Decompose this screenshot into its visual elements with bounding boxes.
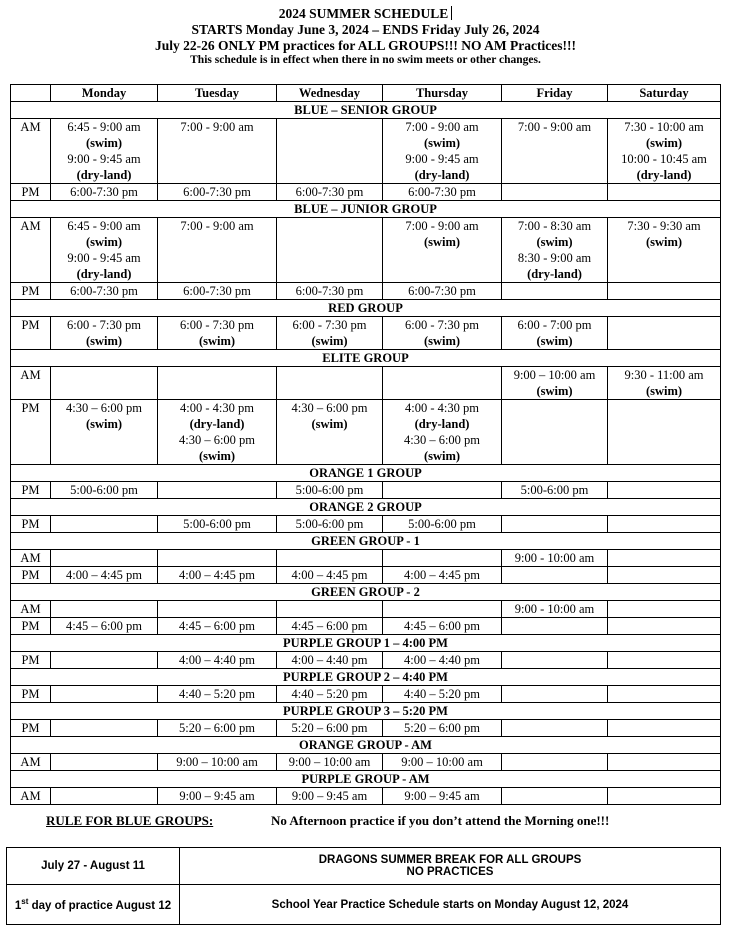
text-cursor xyxy=(451,6,452,20)
practice-time: 6:00-7:30 pm xyxy=(295,284,364,298)
schedule-cell xyxy=(608,788,721,805)
schedule-cell xyxy=(608,317,721,350)
schedule-row xyxy=(11,652,721,669)
schedule-cell xyxy=(608,367,721,400)
schedule-cell xyxy=(608,601,721,618)
practice-time: 4:00 - 4:30 pm xyxy=(405,401,479,415)
practice-time: 4:30 – 6:00 pm xyxy=(291,401,368,415)
practice-time: 6:00-7:30 pm xyxy=(408,284,476,298)
break-line-2: NO PRACTICES xyxy=(406,866,494,878)
activity-type: (dry-land) xyxy=(76,267,132,281)
schedule-cell xyxy=(51,754,158,771)
activity-type: (swim) xyxy=(85,417,123,431)
schedule-cell xyxy=(51,317,158,350)
practice-time: 7:00 - 9:00 am xyxy=(405,219,479,233)
schedule-cell xyxy=(158,119,277,184)
time-slot-label: AM xyxy=(11,218,51,283)
practice-time: 9:00 - 9:45 am xyxy=(67,251,141,265)
schedule-cell xyxy=(383,184,502,201)
schedule-cell xyxy=(383,516,502,533)
schedule-cell xyxy=(277,400,383,465)
practice-time: 7:30 - 9:30 am xyxy=(627,219,701,233)
schedule-cell xyxy=(51,550,158,567)
schedule-cell xyxy=(51,618,158,635)
schedule-cell xyxy=(158,367,277,400)
schedule-cell xyxy=(51,218,158,283)
group-header-row xyxy=(11,350,721,367)
ordinal-suffix: st xyxy=(21,897,29,907)
schedule-cell xyxy=(502,618,608,635)
practice-time: 4:30 – 6:00 pm xyxy=(65,401,143,415)
schedule-cell xyxy=(502,184,608,201)
day-header-row xyxy=(11,85,721,102)
schedule-cell xyxy=(277,601,383,618)
schedule-cell xyxy=(608,283,721,300)
schedule-cell xyxy=(502,601,608,618)
schedule-cell xyxy=(277,317,383,350)
schedule-cell xyxy=(158,720,277,737)
activity-type: (swim) xyxy=(311,417,348,431)
schedule-cell xyxy=(277,218,383,283)
schedule-cell xyxy=(608,720,721,737)
practice-time: 9:00 - 9:45 am xyxy=(67,152,141,166)
schedule-cell xyxy=(383,283,502,300)
schedule-row xyxy=(11,218,721,283)
group-name: ORANGE GROUP - AM xyxy=(11,737,721,754)
practice-time: 9:30 - 11:00 am xyxy=(624,368,704,382)
schedule-cell xyxy=(383,550,502,567)
schedule-cell xyxy=(608,618,721,635)
practice-time: 6:00-7:30 pm xyxy=(183,284,251,298)
group-header-row xyxy=(11,635,721,652)
schedule-cell xyxy=(502,788,608,805)
practice-time: 6:00-7:30 pm xyxy=(408,185,476,199)
schedule-row xyxy=(11,367,721,400)
schedule-row xyxy=(11,400,721,465)
schedule-table xyxy=(10,84,721,805)
rule-label: RULE FOR BLUE GROUPS: xyxy=(46,813,214,828)
practice-time: 4:00 – 4:45 pm xyxy=(65,568,143,582)
group-header-row xyxy=(11,669,721,686)
schedule-cell xyxy=(383,601,502,618)
practice-time: 4:30 – 6:00 pm xyxy=(403,433,481,447)
schedule-cell xyxy=(158,686,277,703)
schedule-cell xyxy=(383,119,502,184)
schedule-cell xyxy=(502,482,608,499)
schedule-cell xyxy=(51,516,158,533)
practice-time: 5:20 – 6:00 pm xyxy=(178,721,256,735)
schedule-row xyxy=(11,283,721,300)
practice-time: 5:00-6:00 pm xyxy=(408,517,476,531)
schedule-cell xyxy=(608,567,721,584)
schedule-row xyxy=(11,618,721,635)
practice-time: 7:00 - 9:00 am xyxy=(405,120,479,134)
first-practice-row xyxy=(7,885,721,925)
time-slot-label: AM xyxy=(11,754,51,771)
group-name: BLUE – SENIOR GROUP xyxy=(11,102,721,119)
practice-time: 4:45 – 6:00 pm xyxy=(403,619,481,633)
group-header-row xyxy=(11,771,721,788)
group-header-row xyxy=(11,703,721,720)
group-name: PURPLE GROUP 1 – 4:00 PM xyxy=(11,635,721,652)
schedule-cell xyxy=(502,754,608,771)
schedule-cell xyxy=(277,720,383,737)
activity-type: (swim) xyxy=(423,334,461,348)
activity-type: (swim) xyxy=(423,235,461,249)
group-name: BLUE – JUNIOR GROUP xyxy=(11,201,721,218)
day-header: Wednesday xyxy=(277,85,383,102)
practice-time: 4:45 – 6:00 pm xyxy=(178,619,256,633)
schedule-cell xyxy=(608,482,721,499)
group-name: ORANGE 1 GROUP xyxy=(11,465,721,482)
activity-type: (swim) xyxy=(85,334,123,348)
practice-time: 4:00 – 4:45 pm xyxy=(291,568,368,582)
schedule-cell xyxy=(158,754,277,771)
schedule-cell xyxy=(383,686,502,703)
schedule-cell xyxy=(51,720,158,737)
practice-time: 6:00-7:30 pm xyxy=(70,284,138,298)
schedule-cell xyxy=(608,400,721,465)
break-line-1: DRAGONS SUMMER BREAK FOR ALL GROUPS xyxy=(318,854,582,866)
practice-time: 4:00 – 4:45 pm xyxy=(178,568,256,582)
activity-type: (swim) xyxy=(311,334,348,348)
practice-time: 4:00 – 4:40 pm xyxy=(178,653,256,667)
schedule-row xyxy=(11,601,721,618)
schedule-cell xyxy=(277,184,383,201)
practice-time: 5:00-6:00 pm xyxy=(183,517,251,531)
schedule-cell xyxy=(277,686,383,703)
schedule-row xyxy=(11,516,721,533)
schedule-dates: STARTS Monday June 3, 2024 – ENDS Friday July 26, 2024 xyxy=(191,22,540,37)
practice-time: 4:40 – 5:20 pm xyxy=(291,687,368,701)
practice-time: 6:00 - 7:30 pm xyxy=(180,318,254,332)
schedule-cell xyxy=(51,652,158,669)
activity-type: (swim) xyxy=(645,235,683,249)
practice-time: 4:00 - 4:30 pm xyxy=(180,401,254,415)
activity-type: (swim) xyxy=(85,235,123,249)
school-year-note: School Year Practice Schedule starts on Monday August 12, 2024 xyxy=(180,885,721,925)
activity-type: (dry-land) xyxy=(189,417,245,431)
schedule-cell xyxy=(383,218,502,283)
schedule-cell xyxy=(383,317,502,350)
schedule-cell xyxy=(277,119,383,184)
practice-time: 5:00-6:00 pm xyxy=(295,517,364,531)
schedule-cell xyxy=(158,184,277,201)
first-practice-rest: day of practice August 12 xyxy=(28,899,172,912)
practice-time: 6:45 - 9:00 am xyxy=(67,120,141,134)
practice-time: 5:00-6:00 pm xyxy=(520,483,589,497)
activity-type: (dry-land) xyxy=(414,168,470,182)
schedule-cell xyxy=(51,788,158,805)
practice-time: 5:00-6:00 pm xyxy=(295,483,364,497)
schedule-row xyxy=(11,788,721,805)
schedule-cell xyxy=(608,516,721,533)
time-slot-label: PM xyxy=(11,516,51,533)
schedule-row xyxy=(11,550,721,567)
break-table xyxy=(6,847,721,925)
day-header: Saturday xyxy=(608,85,721,102)
schedule-cell xyxy=(51,601,158,618)
schedule-cell xyxy=(383,652,502,669)
practice-time: 7:00 - 9:00 am xyxy=(517,120,592,134)
schedule-cell xyxy=(158,788,277,805)
schedule-cell xyxy=(158,618,277,635)
break-dates: July 27 - August 11 xyxy=(7,848,180,885)
practice-time: 9:00 – 10:00 am xyxy=(513,368,596,382)
schedule-cell xyxy=(608,119,721,184)
group-name: PURPLE GROUP - AM xyxy=(11,771,721,788)
practice-time: 9:00 - 10:00 am xyxy=(514,602,595,616)
practice-time: 5:20 – 6:00 pm xyxy=(403,721,481,735)
activity-type: (swim) xyxy=(645,384,683,398)
rule-text: No Afternoon practice if you don’t attend the Morning one!!! xyxy=(271,813,610,828)
schedule-cell xyxy=(383,367,502,400)
first-practice-num: 1 xyxy=(14,899,22,912)
schedule-cell xyxy=(277,788,383,805)
schedule-row xyxy=(11,482,721,499)
schedule-cell xyxy=(158,567,277,584)
schedule-cell xyxy=(51,367,158,400)
schedule-cell xyxy=(277,754,383,771)
practice-time: 7:30 - 10:00 am xyxy=(624,120,704,134)
group-header-row xyxy=(11,102,721,119)
practice-time: 6:00-7:30 pm xyxy=(295,185,364,199)
schedule-title: 2024 SUMMER SCHEDULE xyxy=(0,6,731,22)
schedule-cell xyxy=(51,400,158,465)
group-name: ORANGE 2 GROUP xyxy=(11,499,721,516)
practice-time: 4:45 – 6:00 pm xyxy=(65,619,143,633)
schedule-cell xyxy=(51,686,158,703)
activity-type: (swim) xyxy=(423,449,461,463)
pm-only-note: July 22-26 ONLY PM practices for ALL GROUPS!!! NO AM Practices!!! xyxy=(155,38,576,53)
activity-type: (swim) xyxy=(198,449,236,463)
activity-type: (swim) xyxy=(536,334,573,348)
schedule-cell xyxy=(277,367,383,400)
practice-time: 9:00 – 10:00 am xyxy=(288,755,371,769)
schedule-cell xyxy=(277,618,383,635)
schedule-cell xyxy=(277,482,383,499)
time-slot-label: PM xyxy=(11,482,51,499)
schedule-cell xyxy=(608,184,721,201)
schedule-cell xyxy=(51,184,158,201)
practice-time: 6:00-7:30 pm xyxy=(70,185,138,199)
schedule-row xyxy=(11,184,721,201)
schedule-cell xyxy=(383,720,502,737)
schedule-cell xyxy=(158,482,277,499)
break-description xyxy=(180,848,721,885)
group-name: PURPLE GROUP 2 – 4:40 PM xyxy=(11,669,721,686)
schedule-row xyxy=(11,754,721,771)
schedule-cell xyxy=(158,652,277,669)
schedule-cell xyxy=(158,400,277,465)
schedule-row xyxy=(11,567,721,584)
schedule-cell xyxy=(51,567,158,584)
activity-type: (swim) xyxy=(536,235,573,249)
schedule-cell xyxy=(277,516,383,533)
schedule-cell xyxy=(608,652,721,669)
practice-time: 5:20 – 6:00 pm xyxy=(291,721,368,735)
schedule-cell xyxy=(608,686,721,703)
practice-time: 7:00 - 9:00 am xyxy=(180,120,254,134)
schedule-cell xyxy=(502,720,608,737)
time-slot-label: PM xyxy=(11,652,51,669)
practice-time: 6:00-7:30 pm xyxy=(183,185,251,199)
schedule-cell xyxy=(502,317,608,350)
schedule-cell xyxy=(502,367,608,400)
activity-type: (dry-land) xyxy=(414,417,470,431)
schedule-cell xyxy=(502,283,608,300)
slot-header xyxy=(11,85,51,102)
practice-time: 6:00 - 7:30 pm xyxy=(405,318,479,332)
practice-time: 7:00 - 8:30 am xyxy=(517,219,592,233)
schedule-row xyxy=(11,686,721,703)
group-header-row xyxy=(11,300,721,317)
time-slot-label: PM xyxy=(11,567,51,584)
activity-type: (dry-land) xyxy=(636,168,692,182)
time-slot-label: AM xyxy=(11,788,51,805)
group-name: ELITE GROUP xyxy=(11,350,721,367)
group-name: GREEN GROUP - 2 xyxy=(11,584,721,601)
schedule-cell xyxy=(158,317,277,350)
time-slot-label: AM xyxy=(11,550,51,567)
schedule-row xyxy=(11,119,721,184)
practice-time: 6:45 - 9:00 am xyxy=(67,219,141,233)
schedule-cell xyxy=(51,283,158,300)
schedule-cell xyxy=(502,516,608,533)
time-slot-label: PM xyxy=(11,720,51,737)
schedule-cell xyxy=(608,754,721,771)
practice-time: 6:00 - 7:00 pm xyxy=(517,318,592,332)
group-header-row xyxy=(11,465,721,482)
practice-time: 10:00 - 10:45 am xyxy=(621,152,707,166)
schedule-cell xyxy=(608,550,721,567)
schedule-cell xyxy=(502,686,608,703)
schedule-cell xyxy=(158,550,277,567)
schedule-cell xyxy=(383,567,502,584)
group-header-row xyxy=(11,201,721,218)
time-slot-label: PM xyxy=(11,283,51,300)
group-header-row xyxy=(11,533,721,550)
activity-type: (swim) xyxy=(645,136,683,150)
practice-time: 9:00 – 9:45 am xyxy=(404,789,480,803)
effect-note: This schedule is in effect when there in no swim meets or other changes. xyxy=(190,54,541,66)
schedule-row xyxy=(11,317,721,350)
practice-time: 5:00-6:00 pm xyxy=(70,483,138,497)
activity-type: (swim) xyxy=(85,136,123,150)
practice-time: 4:00 – 4:40 pm xyxy=(403,653,481,667)
practice-time: 6:00 - 7:30 pm xyxy=(292,318,367,332)
practice-time: 6:00 - 7:30 pm xyxy=(67,318,141,332)
schedule-cell xyxy=(608,218,721,283)
practice-time: 9:00 – 10:00 am xyxy=(401,755,483,769)
day-header: Thursday xyxy=(383,85,502,102)
time-slot-label: AM xyxy=(11,119,51,184)
practice-time: 4:45 – 6:00 pm xyxy=(291,619,368,633)
day-header: Monday xyxy=(51,85,158,102)
schedule-body xyxy=(11,102,721,805)
schedule-cell xyxy=(383,618,502,635)
time-slot-label: PM xyxy=(11,317,51,350)
activity-type: (swim) xyxy=(536,384,573,398)
schedule-cell xyxy=(502,567,608,584)
schedule-cell xyxy=(383,482,502,499)
activity-type: (dry-land) xyxy=(527,267,582,281)
schedule-cell xyxy=(158,516,277,533)
day-header: Friday xyxy=(502,85,608,102)
activity-type: (swim) xyxy=(198,334,236,348)
schedule-cell xyxy=(51,482,158,499)
break-row xyxy=(7,848,721,885)
schedule-cell xyxy=(51,119,158,184)
schedule-cell xyxy=(502,400,608,465)
time-slot-label: PM xyxy=(11,686,51,703)
time-slot-label: AM xyxy=(11,367,51,400)
day-header: Tuesday xyxy=(158,85,277,102)
time-slot-label: PM xyxy=(11,184,51,201)
time-slot-label: AM xyxy=(11,601,51,618)
practice-time: 4:40 – 5:20 pm xyxy=(403,687,481,701)
activity-type: (dry-land) xyxy=(76,168,132,182)
schedule-cell xyxy=(277,550,383,567)
schedule-cell xyxy=(383,788,502,805)
activity-type: (swim) xyxy=(423,136,461,150)
practice-time: 7:00 - 9:00 am xyxy=(180,219,254,233)
schedule-cell xyxy=(383,400,502,465)
group-name: RED GROUP xyxy=(11,300,721,317)
practice-time: 4:00 – 4:45 pm xyxy=(403,568,481,582)
schedule-cell xyxy=(502,652,608,669)
schedule-cell xyxy=(502,550,608,567)
practice-time: 4:00 – 4:40 pm xyxy=(291,653,368,667)
group-name: PURPLE GROUP 3 – 5:20 PM xyxy=(11,703,721,720)
schedule-cell xyxy=(277,283,383,300)
schedule-cell xyxy=(383,754,502,771)
practice-time: 9:00 - 9:45 am xyxy=(405,152,479,166)
time-slot-label: PM xyxy=(11,400,51,465)
group-name: GREEN GROUP - 1 xyxy=(11,533,721,550)
first-practice-date xyxy=(7,885,180,925)
group-header-row xyxy=(11,499,721,516)
schedule-cell xyxy=(277,652,383,669)
practice-time: 4:30 – 6:00 pm xyxy=(178,433,256,447)
schedule-cell xyxy=(158,283,277,300)
practice-time: 9:00 – 10:00 am xyxy=(176,755,258,769)
practice-time: 4:40 – 5:20 pm xyxy=(178,687,256,701)
schedule-cell xyxy=(158,218,277,283)
practice-time: 9:00 – 9:45 am xyxy=(179,789,255,803)
schedule-cell xyxy=(158,601,277,618)
schedule-cell xyxy=(277,567,383,584)
practice-time: 9:00 - 10:00 am xyxy=(514,551,595,565)
schedule-cell xyxy=(502,218,608,283)
schedule-cell xyxy=(502,119,608,184)
practice-time: 9:00 – 9:45 am xyxy=(291,789,368,803)
group-header-row xyxy=(11,584,721,601)
group-header-row xyxy=(11,737,721,754)
practice-time: 8:30 - 9:00 am xyxy=(517,251,592,265)
time-slot-label: PM xyxy=(11,618,51,635)
schedule-row xyxy=(11,720,721,737)
